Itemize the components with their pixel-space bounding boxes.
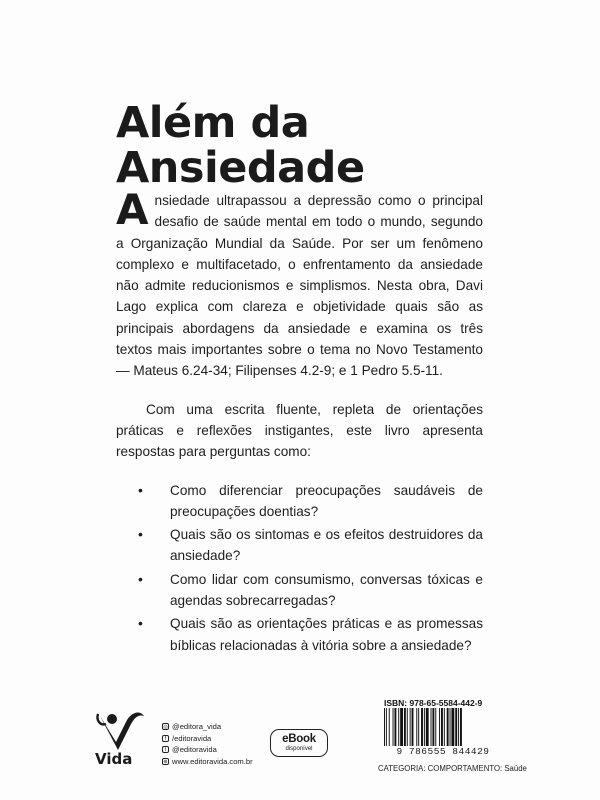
social-row-instagram[interactable] bbox=[162, 721, 253, 733]
vida-logo bbox=[94, 706, 146, 766]
globe-icon: ⊕ bbox=[163, 758, 168, 765]
ebook-title: eBook bbox=[282, 733, 316, 745]
facebook-handle: /editoravida bbox=[172, 733, 212, 743]
logo-wordmark: Vida bbox=[95, 750, 133, 766]
social-row-facebook[interactable] bbox=[162, 733, 253, 745]
facebook-icon: f bbox=[162, 735, 169, 742]
title-line-2: Ansiedade bbox=[116, 142, 365, 193]
paragraph-1-text: nsiedade ultrapassou a depressão como o principal desafio de saúde mental em todo o mundo, segundo a Organização Mundial da Saúde. Por ser um fenômeno complexo e multifacetado, o enfrentamento da ansiedade não admite reducionismos e simplismos. Nesta obra, Davi Lago explica com clareza e objetividade quais são as principais abordagens da ansiedade e examina os três textos mais importantes sobre o tema no Novo Testamento — Mateus 6.24-34; Filipenses 4.2-9; e 1 Pedro 5.5-11. bbox=[116, 193, 483, 379]
social-row-website[interactable] bbox=[162, 756, 253, 768]
instagram-handle: @editora_vida bbox=[172, 722, 222, 731]
category-label: CATEGORIA: COMPORTAMENTO: Saúde bbox=[378, 764, 527, 773]
website-url: www.editoravida.com.br bbox=[172, 756, 253, 766]
twitter-icon: t bbox=[162, 746, 169, 753]
social-row-twitter[interactable] bbox=[162, 744, 253, 756]
question-list bbox=[116, 480, 483, 656]
ebook-badge bbox=[270, 729, 328, 757]
instagram-icon: ◎ bbox=[163, 724, 168, 731]
drop-cap: A bbox=[116, 185, 149, 234]
isbn-label: ISBN: 978-65-5584-442-9 bbox=[384, 698, 483, 708]
list-item: • Como lidar com consumismo, conversas tóxicas e agendas sobrecarregadas? bbox=[116, 569, 483, 612]
twitter-handle: @editoravida bbox=[172, 745, 217, 754]
list-item: • Como diferenciar preocupações saudáveis de preocupações doentias? bbox=[116, 480, 483, 523]
book-title bbox=[116, 97, 536, 193]
barcode bbox=[382, 708, 504, 746]
list-item: • Quais são as orientações práticas e as promessas bíblicas relacionadas à vitória sobre a ansiedade? bbox=[116, 613, 483, 656]
synopsis bbox=[116, 185, 483, 658]
list-item: • Quais são os sintomas e os efeitos destruidores da ansiedade? bbox=[116, 524, 483, 567]
barcode-number: 9 786555 844429 bbox=[396, 746, 490, 757]
ebook-subtitle: disponível bbox=[285, 746, 313, 752]
title-line-1: Além da bbox=[116, 97, 310, 148]
synopsis-paragraph-1 bbox=[116, 185, 483, 382]
social-links bbox=[162, 721, 253, 767]
synopsis-paragraph-2: Com uma escrita fluente, repleta de orientações práticas e reflexões instigantes, este livro apresenta respostas para perguntas como: bbox=[116, 401, 483, 460]
